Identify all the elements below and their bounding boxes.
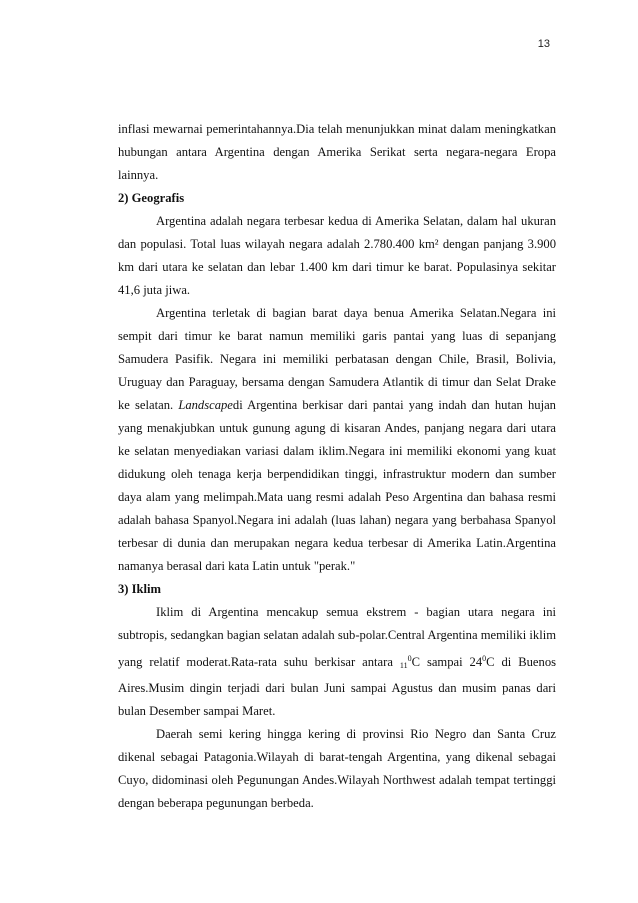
paragraph-geografis-2-part-b: di Argentina berkisar dari pantai yang indah dan hutan hujan yang menakjubkan untuk gunung agung di kisaran Andes, panjang negara dari utara ke selatan menyediakan variasi dalam iklim.Negara ini memiliki ekonomi yang kuat didukung oleh tenaga kerja berpendidikan tinggi, infrastruktur modern dan sumber daya alam yang melimpah.Mata uang resmi adalah Peso Argentina dan bahasa resmi adalah bahasa Spanyol.Negara ini adalah (luas lahan) negara yang berbahasa Spanyol terbesar di dunia dan merupakan negara kedua terbesar di Amerika Latin.Argentina namanya berasal dari kata Latin untuk "perak." bbox=[118, 398, 556, 573]
document-body bbox=[118, 118, 556, 815]
temperature-unit: C bbox=[411, 655, 420, 669]
heading-geografis: 2) Geografis bbox=[118, 191, 185, 205]
paragraph-iklim-1-part-a: Iklim di Argentina mencakup semua ekstrem - bagian utara negara ini subtropis, sedangkan bagian selatan adalah sub-polar.Central Argentina memiliki iklim yang relatif moderat.Rata-rata suhu berkisar antara bbox=[118, 605, 556, 669]
degree-mark: 0 bbox=[407, 654, 412, 663]
heading-iklim: 3) Iklim bbox=[118, 582, 162, 596]
paragraph-iklim-1-part-c: C di Buenos Aires.Musim dingin terjadi dari bulan Juni sampai Agustus dan musim panas dari bulan Desember sampai Maret. bbox=[118, 655, 557, 718]
italic-term-landscape: Landscape bbox=[178, 398, 233, 412]
degree-mark-2: 0 bbox=[482, 654, 487, 663]
paragraph-intro: inflasi mewarnai pemerintahannya.Dia telah menunjukkan minat dalam meningkatkan hubungan antara Argentina dengan Amerika Serikat serta negara-negara Eropa lainnya. bbox=[118, 122, 556, 182]
paragraph-iklim-1 bbox=[118, 601, 556, 723]
paragraph-iklim-2: Daerah semi kering hingga kering di provinsi Rio Negro dan Santa Cruz dikenal sebagai Patagonia.Wilayah di barat-tengah Argentina, yang dikenal sebagai Cuyo, didominasi oleh Pegunungan Andes.Wilayah Northwest adalah tempat tertinggi dengan beberapa pegunungan berbeda. bbox=[118, 727, 556, 810]
page-number: 13 bbox=[537, 38, 550, 50]
paragraph-geografis-1: Argentina adalah negara terbesar kedua di Amerika Selatan, dalam hal ukuran dan populasi. Total luas wilayah negara adalah 2.780.400 km² dengan panjang 3.900 km dari utara ke selatan dan lebar 1.400 km dari timur ke barat. Populasinya sekitar 41,6 juta jiwa. bbox=[118, 214, 556, 297]
paragraph-iklim-1-part-b: sampai 24 bbox=[426, 655, 483, 669]
paragraph-geografis-2-part-a: Argentina terletak di bagian barat daya benua Amerika Selatan.Negara ini sempit dari timur ke barat namun memiliki garis pantai yang luas di sepanjang Samudera Pasifik. Negara ini memiliki perbatasan dengan Chile, Brasil, Bolivia, Uruguay dan Paraguay, bersama dengan Samudera Atlantik di timur dan Selat Drake ke selatan. bbox=[118, 306, 556, 412]
paragraph-geografis-2 bbox=[118, 302, 556, 578]
temperature-number: 11 bbox=[399, 661, 408, 670]
